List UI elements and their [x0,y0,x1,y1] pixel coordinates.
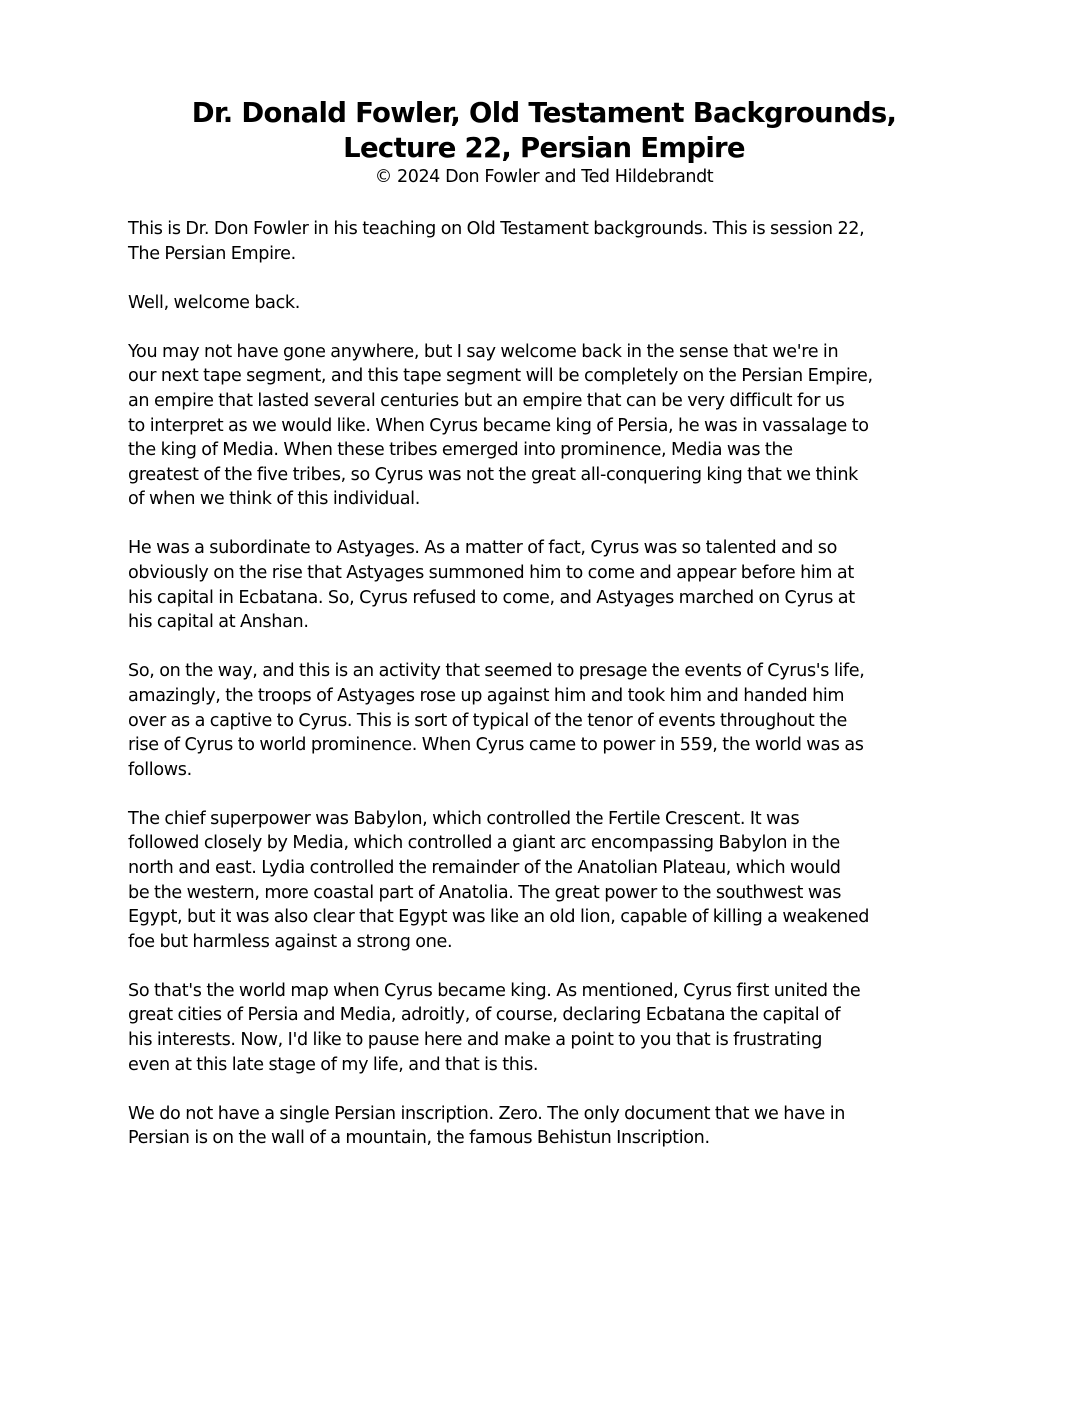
text-line: his interests. Now, I'd like to pause here and make a point to you that is frustrating [128,1030,823,1051]
text-line: greatest of the five tribes, so Cyrus was not the great all-conquering king that we think [128,464,858,485]
text-line: amazingly, the troops of Astyages rose up against him and took him and handed him [128,685,845,706]
text-line: even at this late stage of my life, and that is this. [128,1054,539,1075]
text-line: the king of Media. When these tribes emerged into prominence, Media was the [128,440,793,461]
text-line: The Persian Empire. [128,243,296,264]
paragraph-8 [128,1102,988,1151]
text-line: followed closely by Media, which controlled a giant arc encompassing Babylon in the [128,833,840,854]
title-line-1: Dr. Donald Fowler, Old Testament Backgrounds, [191,97,897,129]
paragraph-7 [128,979,988,1077]
paragraph-6 [128,807,988,955]
text-line: of when we think of this individual. [128,489,420,510]
body-text [128,217,988,1175]
text-line: be the western, more coastal part of Anatolia. The great power to the southwest was [128,882,842,903]
text-line: Egypt, but it was also clear that Egypt was like an old lion, capable of killing a weakened [128,907,870,928]
text-line: So, on the way, and this is an activity that seemed to presage the events of Cyrus's life, [128,661,865,682]
paragraph-4 [128,536,988,634]
text-line: foe but harmless against a strong one. [128,931,453,952]
text-line: You may not have gone anywhere, but I say welcome back in the sense that we're in [128,341,839,362]
paragraph-3 [128,340,988,512]
text-line: He was a subordinate to Astyages. As a matter of fact, Cyrus was so talented and so [128,538,838,559]
title-line-2: Lecture 22, Persian Empire [343,132,745,164]
text-line: follows. [128,759,192,780]
text-line: his capital in Ecbatana. So, Cyrus refused to come, and Astyages marched on Cyrus at [128,587,855,608]
text-line: to interpret as we would like. When Cyrus became king of Persia, he was in vassalage to [128,415,869,436]
text-line: We do not have a single Persian inscription. Zero. The only document that we have in [128,1103,846,1124]
text-line: an empire that lasted several centuries but an empire that can be very difficult for us [128,390,845,411]
text-line: obviously on the rise that Astyages summoned him to come and appear before him at [128,563,854,584]
text-line: our next tape segment, and this tape segment will be completely on the Persian Empire, [128,366,873,387]
paragraph-5 [128,659,988,782]
copyright-line: © 2024 Don Fowler and Ted Hildebrandt [374,167,714,187]
paragraph-1 [128,217,988,266]
text-line: Well, welcome back. [128,292,300,313]
paragraph-2 [128,291,988,316]
text-line: over as a captive to Cyrus. This is sort of typical of the tenor of events throughout the [128,710,848,731]
text-line: The chief superpower was Babylon, which controlled the Fertile Crescent. It was [128,808,800,829]
text-line: So that's the world map when Cyrus became king. As mentioned, Cyrus first united the [128,980,861,1001]
text-line: Persian is on the wall of a mountain, the famous Behistun Inscription. [128,1128,710,1149]
text-line: north and east. Lydia controlled the remainder of the Anatolian Plateau, which would [128,857,841,878]
text-line: This is Dr. Don Fowler in his teaching on Old Testament backgrounds. This is session 22, [128,219,865,239]
title-block [0,96,1088,188]
text-line: great cities of Persia and Media, adroitly, of course, declaring Ecbatana the capital of [128,1005,841,1026]
text-line: his capital at Anshan. [128,612,309,633]
text-line: rise of Cyrus to world prominence. When Cyrus came to power in 559, the world was as [128,735,864,756]
